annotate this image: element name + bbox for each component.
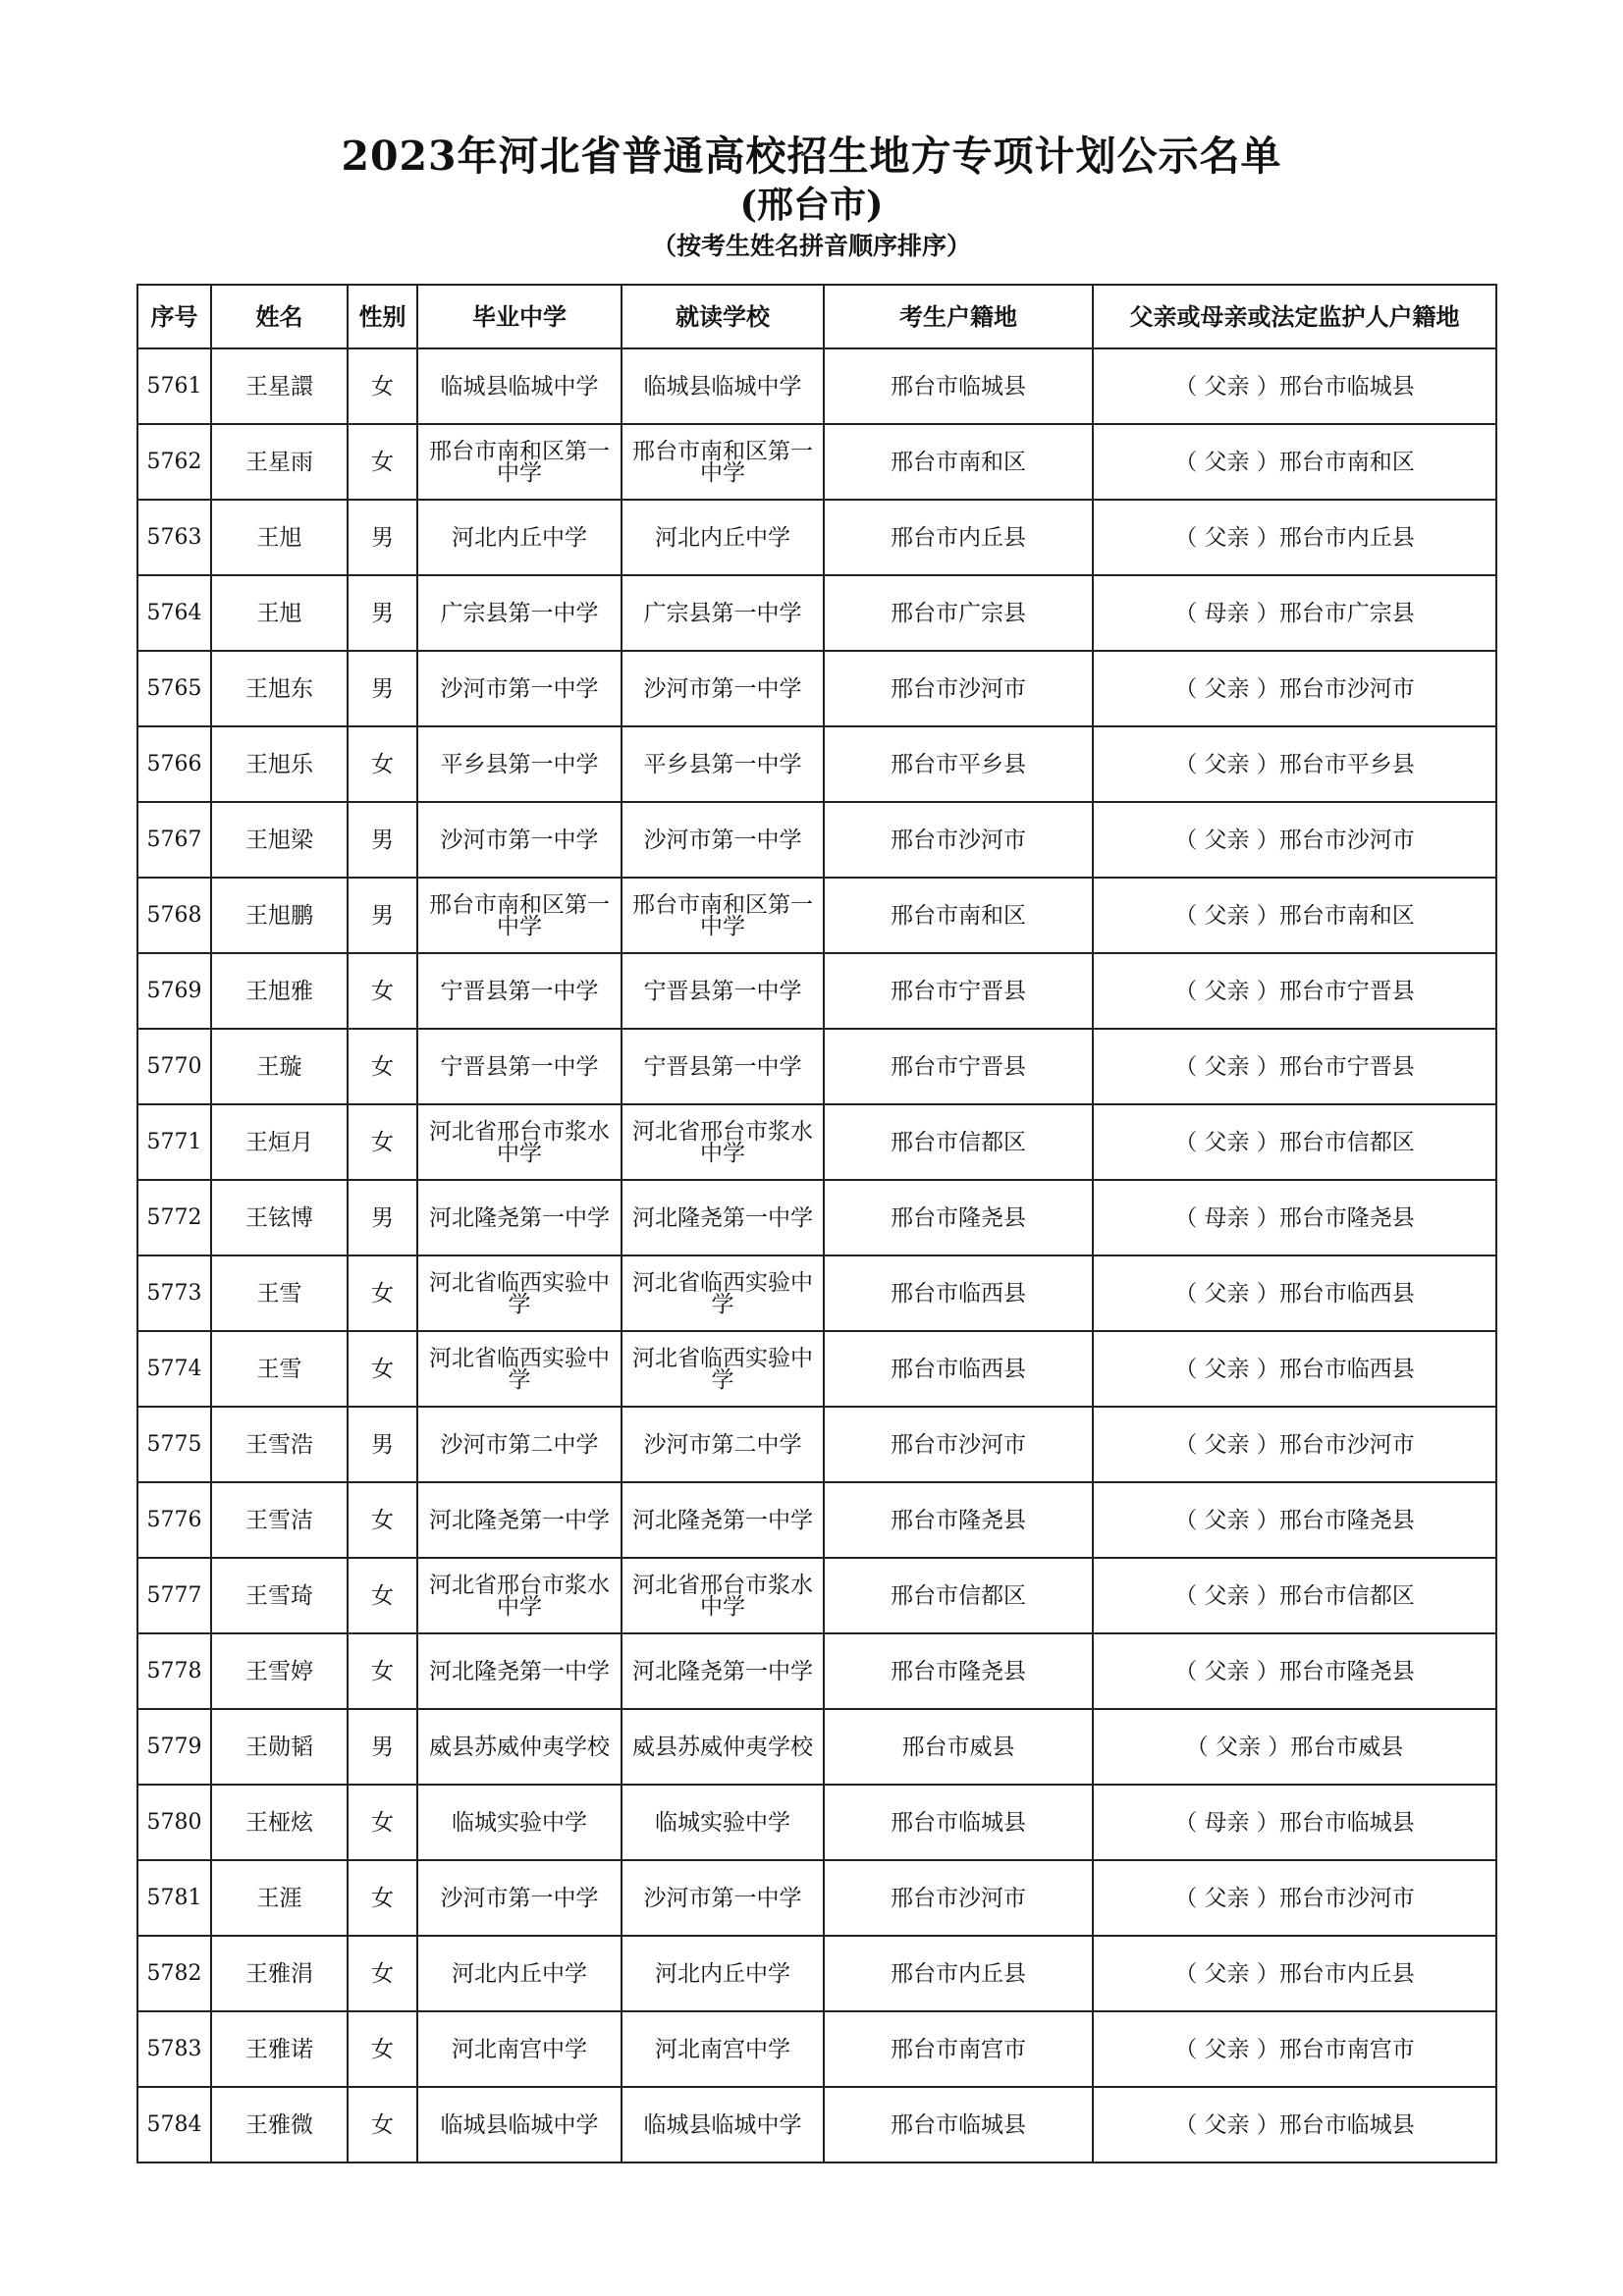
cell-graduation-school: 邢台市南和区第一中学 bbox=[417, 878, 622, 953]
cell-current-school: 威县苏威仲夷学校 bbox=[622, 1709, 824, 1785]
cell-guardian-hukou: （ 父亲 ）邢台市平乡县 bbox=[1093, 726, 1496, 802]
cell-guardian-hukou: （ 父亲 ）邢台市信都区 bbox=[1093, 1104, 1496, 1180]
cell-student-hukou: 邢台市广宗县 bbox=[824, 575, 1093, 651]
table-row bbox=[137, 1936, 1496, 2011]
table-row bbox=[137, 2087, 1496, 2163]
cell-graduation-school: 河北省邢台市浆水中学 bbox=[417, 1558, 622, 1633]
cell-index: 5764 bbox=[137, 575, 211, 651]
cell-name: 王雪 bbox=[211, 1255, 348, 1331]
cell-gender: 女 bbox=[348, 1255, 417, 1331]
cell-guardian-hukou: （ 父亲 ）邢台市信都区 bbox=[1093, 1558, 1496, 1633]
cell-current-school: 沙河市第二中学 bbox=[622, 1407, 824, 1482]
table-row bbox=[137, 953, 1496, 1029]
cell-student-hukou: 邢台市沙河市 bbox=[824, 802, 1093, 878]
cell-current-school: 临城县临城中学 bbox=[622, 348, 824, 424]
cell-name: 王旭乐 bbox=[211, 726, 348, 802]
cell-current-school: 河北南宫中学 bbox=[622, 2011, 824, 2087]
cell-name: 王旭 bbox=[211, 575, 348, 651]
table-row bbox=[137, 1482, 1496, 1558]
cell-student-hukou: 邢台市沙河市 bbox=[824, 1860, 1093, 1936]
cell-gender: 女 bbox=[348, 1331, 417, 1407]
cell-gender: 男 bbox=[348, 802, 417, 878]
cell-name: 王星雨 bbox=[211, 424, 348, 500]
cell-guardian-hukou: （ 父亲 ）邢台市临城县 bbox=[1093, 348, 1496, 424]
cell-index: 5782 bbox=[137, 1936, 211, 2011]
cell-graduation-school: 邢台市南和区第一中学 bbox=[417, 424, 622, 500]
cell-current-school: 河北隆尧第一中学 bbox=[622, 1180, 824, 1255]
table-row bbox=[137, 651, 1496, 726]
cell-name: 王旭鹏 bbox=[211, 878, 348, 953]
cell-name: 王旭梁 bbox=[211, 802, 348, 878]
cell-graduation-school: 河北省临西实验中学 bbox=[417, 1331, 622, 1407]
cell-graduation-school: 广宗县第一中学 bbox=[417, 575, 622, 651]
cell-name: 王雅诺 bbox=[211, 2011, 348, 2087]
cell-student-hukou: 邢台市沙河市 bbox=[824, 1407, 1093, 1482]
cell-student-hukou: 邢台市隆尧县 bbox=[824, 1633, 1093, 1709]
cell-guardian-hukou: （ 父亲 ）邢台市南和区 bbox=[1093, 424, 1496, 500]
cell-index: 5783 bbox=[137, 2011, 211, 2087]
cell-name: 王铉博 bbox=[211, 1180, 348, 1255]
table-row bbox=[137, 1633, 1496, 1709]
cell-gender: 男 bbox=[348, 1180, 417, 1255]
cell-name: 王涯 bbox=[211, 1860, 348, 1936]
table-row bbox=[137, 802, 1496, 878]
page-title: 2023年河北省普通高校招生地方专项计划公示名单 bbox=[341, 133, 1282, 180]
cell-index: 5784 bbox=[137, 2087, 211, 2163]
cell-graduation-school: 河北隆尧第一中学 bbox=[417, 1482, 622, 1558]
cell-gender: 女 bbox=[348, 726, 417, 802]
cell-student-hukou: 邢台市内丘县 bbox=[824, 500, 1093, 575]
cell-gender: 男 bbox=[348, 878, 417, 953]
cell-graduation-school: 河北省临西实验中学 bbox=[417, 1255, 622, 1331]
cell-student-hukou: 邢台市信都区 bbox=[824, 1104, 1093, 1180]
cell-index: 5781 bbox=[137, 1860, 211, 1936]
cell-current-school: 沙河市第一中学 bbox=[622, 802, 824, 878]
cell-gender: 女 bbox=[348, 1785, 417, 1860]
cell-guardian-hukou: （ 母亲 ）邢台市隆尧县 bbox=[1093, 1180, 1496, 1255]
cell-student-hukou: 邢台市临城县 bbox=[824, 1785, 1093, 1860]
cell-name: 王雪琦 bbox=[211, 1558, 348, 1633]
cell-student-hukou: 邢台市威县 bbox=[824, 1709, 1093, 1785]
table-row bbox=[137, 500, 1496, 575]
cell-name: 王雪 bbox=[211, 1331, 348, 1407]
cell-name: 王雪洁 bbox=[211, 1482, 348, 1558]
cell-current-school: 邢台市南和区第一中学 bbox=[622, 424, 824, 500]
cell-guardian-hukou: （ 父亲 ）邢台市内丘县 bbox=[1093, 1936, 1496, 2011]
table-row bbox=[137, 348, 1496, 424]
cell-gender: 女 bbox=[348, 348, 417, 424]
table-row bbox=[137, 1785, 1496, 1860]
cell-student-hukou: 邢台市临西县 bbox=[824, 1331, 1093, 1407]
cell-gender: 女 bbox=[348, 424, 417, 500]
cell-graduation-school: 沙河市第一中学 bbox=[417, 802, 622, 878]
cell-name: 王雅涓 bbox=[211, 1936, 348, 2011]
cell-current-school: 河北内丘中学 bbox=[622, 500, 824, 575]
cell-graduation-school: 沙河市第一中学 bbox=[417, 1860, 622, 1936]
cell-graduation-school: 河北内丘中学 bbox=[417, 1936, 622, 2011]
cell-student-hukou: 邢台市宁晋县 bbox=[824, 953, 1093, 1029]
sort-note: （按考生姓名拼音顺序排序） bbox=[651, 232, 971, 260]
cell-student-hukou: 邢台市隆尧县 bbox=[824, 1482, 1093, 1558]
header-student-hukou: 考生户籍地 bbox=[824, 285, 1093, 348]
table-row bbox=[137, 424, 1496, 500]
cell-name: 王旭 bbox=[211, 500, 348, 575]
cell-guardian-hukou: （ 父亲 ）邢台市临西县 bbox=[1093, 1255, 1496, 1331]
cell-guardian-hukou: （ 父亲 ）邢台市南和区 bbox=[1093, 878, 1496, 953]
table-body bbox=[137, 348, 1496, 2163]
cell-index: 5778 bbox=[137, 1633, 211, 1709]
cell-current-school: 沙河市第一中学 bbox=[622, 651, 824, 726]
cell-gender: 男 bbox=[348, 651, 417, 726]
cell-guardian-hukou: （ 母亲 ）邢台市广宗县 bbox=[1093, 575, 1496, 651]
cell-current-school: 沙河市第一中学 bbox=[622, 1860, 824, 1936]
cell-gender: 女 bbox=[348, 1482, 417, 1558]
cell-student-hukou: 邢台市南宫市 bbox=[824, 2011, 1093, 2087]
cell-index: 5772 bbox=[137, 1180, 211, 1255]
cell-guardian-hukou: （ 父亲 ）邢台市宁晋县 bbox=[1093, 1029, 1496, 1104]
cell-student-hukou: 邢台市南和区 bbox=[824, 878, 1093, 953]
cell-name: 王桠炫 bbox=[211, 1785, 348, 1860]
cell-gender: 女 bbox=[348, 1029, 417, 1104]
table-row bbox=[137, 1407, 1496, 1482]
cell-name: 王雪浩 bbox=[211, 1407, 348, 1482]
cell-index: 5771 bbox=[137, 1104, 211, 1180]
cell-guardian-hukou: （ 父亲 ）邢台市沙河市 bbox=[1093, 651, 1496, 726]
cell-gender: 男 bbox=[348, 575, 417, 651]
cell-graduation-school: 河北隆尧第一中学 bbox=[417, 1633, 622, 1709]
cell-guardian-hukou: （ 父亲 ）邢台市沙河市 bbox=[1093, 802, 1496, 878]
cell-index: 5766 bbox=[137, 726, 211, 802]
cell-name: 王璇 bbox=[211, 1029, 348, 1104]
cell-student-hukou: 邢台市南和区 bbox=[824, 424, 1093, 500]
table-row bbox=[137, 1860, 1496, 1936]
table-row bbox=[137, 878, 1496, 953]
cell-index: 5765 bbox=[137, 651, 211, 726]
cell-graduation-school: 平乡县第一中学 bbox=[417, 726, 622, 802]
cell-current-school: 临城实验中学 bbox=[622, 1785, 824, 1860]
cell-index: 5763 bbox=[137, 500, 211, 575]
cell-current-school: 广宗县第一中学 bbox=[622, 575, 824, 651]
page-subtitle-city: (邢台市) bbox=[739, 183, 884, 226]
cell-graduation-school: 临城实验中学 bbox=[417, 1785, 622, 1860]
cell-name: 王星譞 bbox=[211, 348, 348, 424]
cell-index: 5769 bbox=[137, 953, 211, 1029]
cell-current-school: 宁晋县第一中学 bbox=[622, 1029, 824, 1104]
cell-current-school: 河北省临西实验中学 bbox=[622, 1255, 824, 1331]
admission-list-table bbox=[136, 284, 1497, 2163]
cell-gender: 女 bbox=[348, 1104, 417, 1180]
cell-name: 王雪婷 bbox=[211, 1633, 348, 1709]
cell-index: 5767 bbox=[137, 802, 211, 878]
cell-current-school: 河北省邢台市浆水中学 bbox=[622, 1558, 824, 1633]
cell-guardian-hukou: （ 父亲 ）邢台市宁晋县 bbox=[1093, 953, 1496, 1029]
cell-index: 5777 bbox=[137, 1558, 211, 1633]
cell-gender: 女 bbox=[348, 1558, 417, 1633]
cell-graduation-school: 河北南宫中学 bbox=[417, 2011, 622, 2087]
cell-current-school: 河北内丘中学 bbox=[622, 1936, 824, 2011]
cell-graduation-school: 宁晋县第一中学 bbox=[417, 953, 622, 1029]
header-name: 姓名 bbox=[211, 285, 348, 348]
cell-current-school: 河北省临西实验中学 bbox=[622, 1331, 824, 1407]
cell-current-school: 河北隆尧第一中学 bbox=[622, 1633, 824, 1709]
cell-index: 5775 bbox=[137, 1407, 211, 1482]
cell-guardian-hukou: （ 母亲 ）邢台市临城县 bbox=[1093, 1785, 1496, 1860]
cell-index: 5770 bbox=[137, 1029, 211, 1104]
cell-index: 5768 bbox=[137, 878, 211, 953]
cell-student-hukou: 邢台市沙河市 bbox=[824, 651, 1093, 726]
cell-graduation-school: 河北隆尧第一中学 bbox=[417, 1180, 622, 1255]
cell-guardian-hukou: （ 父亲 ）邢台市内丘县 bbox=[1093, 500, 1496, 575]
cell-index: 5773 bbox=[137, 1255, 211, 1331]
cell-gender: 女 bbox=[348, 2087, 417, 2163]
table-row bbox=[137, 2011, 1496, 2087]
cell-graduation-school: 河北内丘中学 bbox=[417, 500, 622, 575]
table-row bbox=[137, 1029, 1496, 1104]
cell-graduation-school: 临城县临城中学 bbox=[417, 348, 622, 424]
cell-current-school: 邢台市南和区第一中学 bbox=[622, 878, 824, 953]
cell-graduation-school: 临城县临城中学 bbox=[417, 2087, 622, 2163]
cell-gender: 女 bbox=[348, 1936, 417, 2011]
table-row bbox=[137, 1709, 1496, 1785]
cell-student-hukou: 邢台市临西县 bbox=[824, 1255, 1093, 1331]
header-gender: 性别 bbox=[348, 285, 417, 348]
cell-name: 王烜月 bbox=[211, 1104, 348, 1180]
cell-gender: 男 bbox=[348, 1407, 417, 1482]
cell-current-school: 河北隆尧第一中学 bbox=[622, 1482, 824, 1558]
cell-guardian-hukou: （ 父亲 ）邢台市隆尧县 bbox=[1093, 1633, 1496, 1709]
cell-guardian-hukou: （ 父亲 ）邢台市沙河市 bbox=[1093, 1860, 1496, 1936]
cell-index: 5779 bbox=[137, 1709, 211, 1785]
cell-graduation-school: 沙河市第二中学 bbox=[417, 1407, 622, 1482]
cell-guardian-hukou: （ 父亲 ）邢台市临西县 bbox=[1093, 1331, 1496, 1407]
cell-current-school: 宁晋县第一中学 bbox=[622, 953, 824, 1029]
cell-gender: 男 bbox=[348, 1709, 417, 1785]
cell-current-school: 平乡县第一中学 bbox=[622, 726, 824, 802]
table-header-row bbox=[137, 285, 1496, 348]
cell-student-hukou: 邢台市内丘县 bbox=[824, 1936, 1093, 2011]
cell-name: 王勋韬 bbox=[211, 1709, 348, 1785]
cell-name: 王旭东 bbox=[211, 651, 348, 726]
cell-student-hukou: 邢台市平乡县 bbox=[824, 726, 1093, 802]
cell-graduation-school: 宁晋县第一中学 bbox=[417, 1029, 622, 1104]
cell-guardian-hukou: （ 父亲 ）邢台市沙河市 bbox=[1093, 1407, 1496, 1482]
cell-graduation-school: 威县苏威仲夷学校 bbox=[417, 1709, 622, 1785]
cell-gender: 男 bbox=[348, 500, 417, 575]
cell-gender: 女 bbox=[348, 1633, 417, 1709]
cell-graduation-school: 沙河市第一中学 bbox=[417, 651, 622, 726]
cell-index: 5776 bbox=[137, 1482, 211, 1558]
header-guardian-hukou: 父亲或母亲或法定监护人户籍地 bbox=[1093, 285, 1496, 348]
table-row bbox=[137, 726, 1496, 802]
cell-student-hukou: 邢台市信都区 bbox=[824, 1558, 1093, 1633]
header-graduation-school: 毕业中学 bbox=[417, 285, 622, 348]
table-row bbox=[137, 1331, 1496, 1407]
table-row bbox=[137, 1255, 1496, 1331]
cell-student-hukou: 邢台市临城县 bbox=[824, 348, 1093, 424]
cell-index: 5762 bbox=[137, 424, 211, 500]
header-current-school: 就读学校 bbox=[622, 285, 824, 348]
cell-guardian-hukou: （ 父亲 ）邢台市南宫市 bbox=[1093, 2011, 1496, 2087]
cell-index: 5774 bbox=[137, 1331, 211, 1407]
cell-guardian-hukou: （ 父亲 ）邢台市临城县 bbox=[1093, 2087, 1496, 2163]
header-index: 序号 bbox=[137, 285, 211, 348]
cell-gender: 女 bbox=[348, 2011, 417, 2087]
cell-gender: 女 bbox=[348, 1860, 417, 1936]
cell-student-hukou: 邢台市隆尧县 bbox=[824, 1180, 1093, 1255]
cell-name: 王雅微 bbox=[211, 2087, 348, 2163]
table-row bbox=[137, 1104, 1496, 1180]
cell-current-school: 临城县临城中学 bbox=[622, 2087, 824, 2163]
cell-guardian-hukou: （ 父亲 ）邢台市威县 bbox=[1093, 1709, 1496, 1785]
cell-index: 5780 bbox=[137, 1785, 211, 1860]
cell-current-school: 河北省邢台市浆水中学 bbox=[622, 1104, 824, 1180]
cell-graduation-school: 河北省邢台市浆水中学 bbox=[417, 1104, 622, 1180]
cell-student-hukou: 邢台市临城县 bbox=[824, 2087, 1093, 2163]
cell-student-hukou: 邢台市宁晋县 bbox=[824, 1029, 1093, 1104]
table-row bbox=[137, 1558, 1496, 1633]
cell-guardian-hukou: （ 父亲 ）邢台市隆尧县 bbox=[1093, 1482, 1496, 1558]
cell-index: 5761 bbox=[137, 348, 211, 424]
cell-name: 王旭雅 bbox=[211, 953, 348, 1029]
table-row bbox=[137, 575, 1496, 651]
cell-gender: 女 bbox=[348, 953, 417, 1029]
table-row bbox=[137, 1180, 1496, 1255]
